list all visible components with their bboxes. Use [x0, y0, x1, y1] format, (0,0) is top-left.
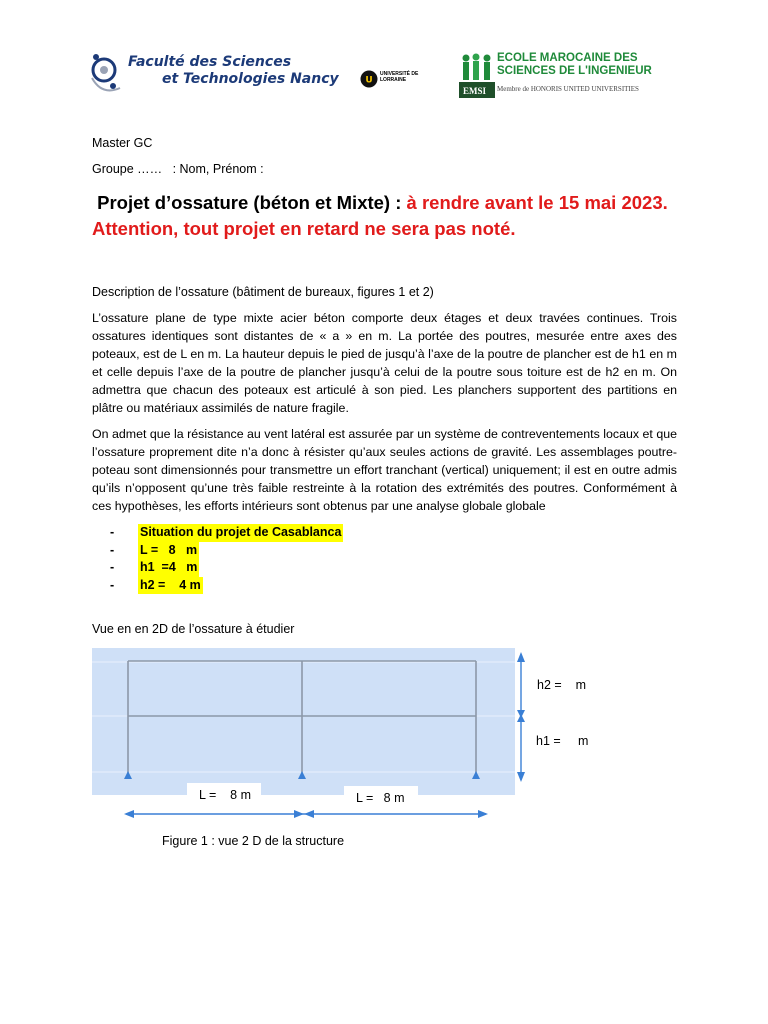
emsi-abbr: EMSI — [463, 86, 487, 96]
bullet-text: Situation du projet de Casablanca — [138, 524, 343, 542]
span-dimension — [124, 810, 488, 818]
span2-label: L = 8 m — [356, 791, 405, 805]
groupe-line: Groupe …… : Nom, Prénom : — [92, 162, 264, 176]
description-heading: Description de l’ossature (bâtiment de bureaux, figures 1 et 2) — [92, 285, 434, 299]
fst-logo-line2: et Technologies Nancy — [162, 71, 339, 87]
figure-background — [92, 648, 515, 795]
title-deadline: à rendre avant le 15 mai 2023. Attention, tout projet en retard ne sera pas noté. — [92, 192, 668, 239]
bullet-dash: - — [110, 525, 115, 539]
bullet-text: L = 8 m — [138, 542, 199, 560]
height-dimension — [517, 652, 525, 782]
bullet-dash: - — [110, 542, 115, 557]
emsi-title-line2: SCIENCES DE L'INGENIEUR — [497, 65, 652, 77]
figure-heading: Vue en en 2D de l’ossature à étudier — [92, 622, 295, 636]
bullet-text: h1 =4 m — [138, 559, 199, 577]
svg-text:U: U — [365, 75, 373, 86]
bullet-dash: - — [110, 560, 115, 574]
fst-logo-line1: Faculté des Sciences — [128, 54, 292, 70]
span1-label: L = 8 m — [199, 788, 251, 802]
bullet-dash: - — [110, 577, 115, 592]
master-label: Master GC — [92, 136, 153, 150]
ul-logo-text: UNIVERSITÉ DE LORRAINE — [380, 71, 419, 83]
description-paragraph-2: On admet que la résistance au vent latéral est assurée par un système de contreventements locaux et que l’ossature proprement dite n’a donc à résister qu’aux seules actions de gravité. Les assemblages poutre-poteau sont dimensionnés pour transmettre un effort tranchant (vertical) uniquement; il est en outre admis qu’ils n’opposent qu’une très faible restreinte à la rotation des extrémités des poutres. Conformément à ces hypothèses, les efforts intérieurs sont obtenus par une analyse globale globale — [92, 427, 677, 513]
emsi-subtitle: Membre de HONORIS UNITED UNIVERSITIES — [497, 85, 639, 93]
bullet-text: h2 = 4 m — [138, 577, 203, 595]
title-main: Projet d’ossature (béton et Mixte) : — [92, 192, 407, 213]
h2-label: h2 = m — [537, 678, 586, 692]
description-paragraph-1: L’ossature plane de type mixte acier béton comporte deux étages et deux travées continues. Trois ossatures identiques sont distantes de « a » en m. La portée des poutres, mesurée entre axes des poteaux, est de L en m. La hauteur depuis le pied de jusqu’à l’axe de la poutre de plancher est de h1 en m et celle depuis l’axe de la poutre de plancher jusqu’à celui de la poutre sous toiture est de h2 en m. On admettra que chacun des poteaux est articulé à son pied. Les planchers supportent des partitions en plâtre ou matériaux assimilés de nature fragile. — [92, 311, 677, 415]
h1-label: h1 = m — [536, 734, 589, 748]
emsi-title-line1: ECOLE MAROCAINE DES — [497, 52, 638, 64]
figure-caption: Figure 1 : vue 2 D de la structure — [162, 834, 345, 848]
